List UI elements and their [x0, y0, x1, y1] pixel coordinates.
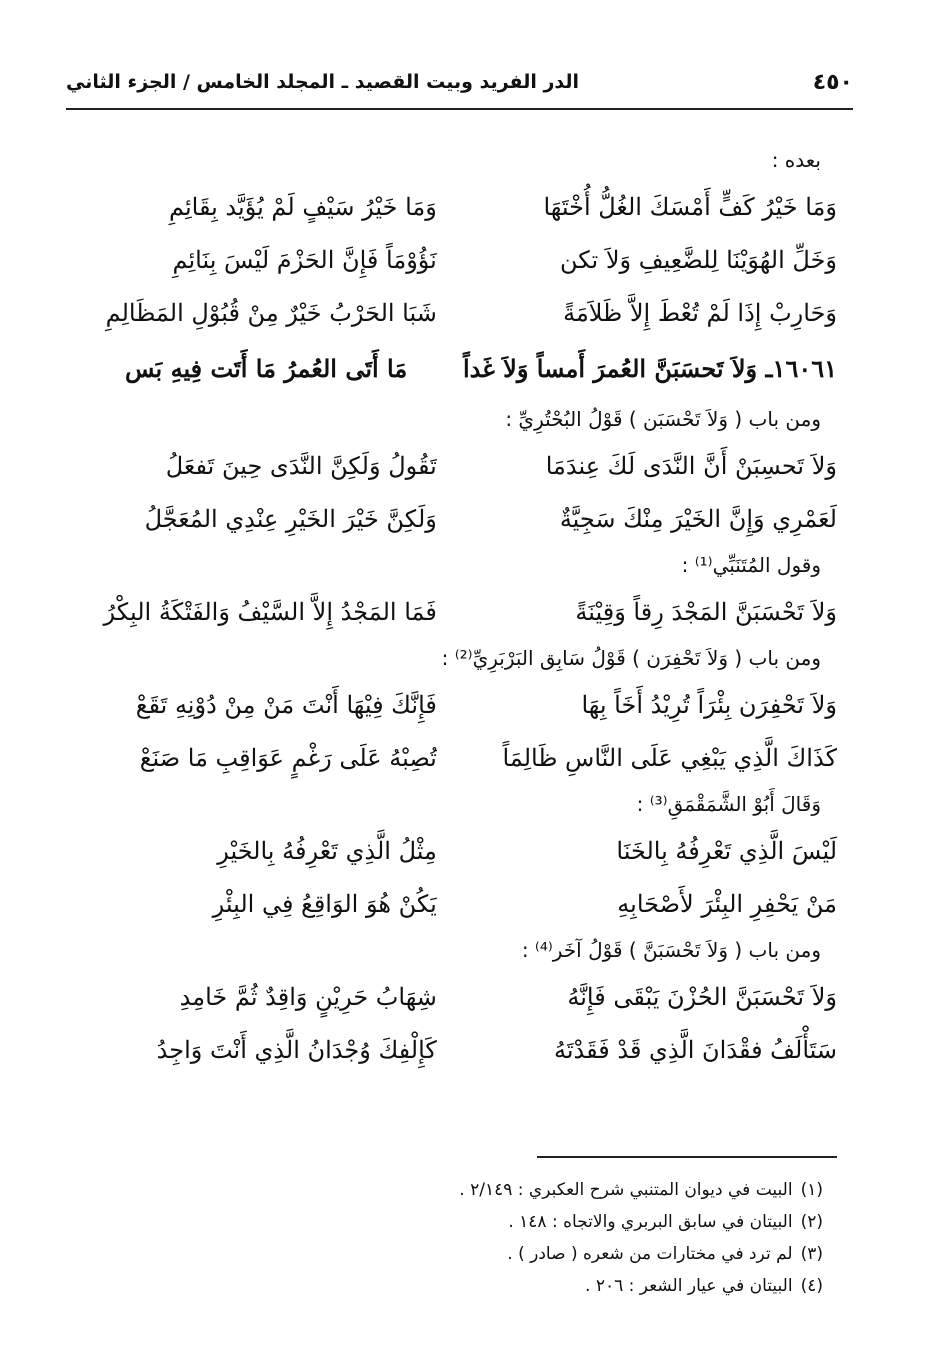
first-hemistich: كَذَاكَ الَّذِي يَبْغِي عَلَى النَّاسِ ظَالِمَاً [502, 743, 837, 772]
footnote [300, 1174, 823, 1206]
second-hemistich: شَبَا الحَرْبُ خَيْرٌ مِنْ قُبُوْلِ المَظَالِمِ [105, 298, 437, 327]
first-hemistich: وَحَارِبْ إِذَا لَمْ تُعْطَ إِلاَّ ظَلاَمَةً [563, 298, 837, 327]
second-hemistich: وَمَا خَيْرُ سَيْفٍ لَمْ يُؤَيَّد بِقَائِمِ [169, 192, 437, 221]
footnote-mark: (٣) [800, 1244, 823, 1264]
footnote-text: لم ترد في مختارات من شعره ( صادر ) . [507, 1244, 793, 1264]
header-rule [66, 108, 853, 110]
poetry-body [96, 140, 837, 1076]
first-hemistich [437, 354, 837, 384]
first-hemistich: وَلاَ تَحسِبَنْ أَنَّ النَّدَى لَكَ عِندَمَا [545, 451, 837, 480]
first-hemistich: وَلاَ تَحْسَبَنَّ المَجْدَ رِقاً وَقِيْنَةً [575, 597, 837, 626]
verse-line [96, 180, 837, 233]
second-hemistich: مَا أَتَى العُمرُ مَا أَتَت فِيهِ بَس [124, 354, 408, 383]
verse-number: ١٦٠٦١ـ [765, 354, 837, 383]
verse-line [96, 286, 837, 339]
footnote-rule [537, 1156, 837, 1158]
footnote-mark: (٢) [800, 1212, 823, 1232]
footnote-text: البيتان في عيار الشعر : ٢٠٦ . [585, 1276, 793, 1296]
first-hemistich: لَعَمْرِي وَإِنَّ الخَيْرَ مِنْكَ سَجِيَّةٌ [559, 504, 837, 533]
footnote [300, 1238, 823, 1270]
intro-line: ومن باب ( وَلاَ تَحْسَبَنَّ ) قَوْلُ آخَر⁽⁴⁾ : [521, 937, 821, 962]
first-hemistich: مَنْ يَحْفِرِ البِئْرَ لأَصْحَابِهِ [617, 889, 837, 918]
footnote-text: البيتان في سابق البربري والاتجاه : ١٤٨ . [508, 1212, 793, 1232]
footnote-mark: (٤) [800, 1276, 823, 1296]
running-title: الدر الفريد وبيت القصيد ـ المجلد الخامس / الجزء الثاني [66, 71, 580, 93]
second-hemistich: شِهَابُ حَرِيْنٍ وَاقِدٌ ثُمَّ خَامِدِ [179, 982, 437, 1011]
verse-line [96, 678, 837, 731]
second-hemistich: وَلَكِنَّ خَيْرَ الخَيْرِ عِنْدِي المُعَجَّلُ [144, 504, 437, 533]
second-hemistich: مِثْلُ الَّذِي تَعْرِفُهُ بِالخَيْرِ [217, 836, 437, 865]
footnote-text: البيت في ديوان المتنبي شرح العكبري : ٢/١٤٩ . [459, 1180, 793, 1200]
second-hemistich: نَؤُوْمَاً فَإِنَّ الحَزْمَ لَيْسَ بِنَائِمِ [172, 245, 437, 274]
footnotes [300, 1174, 823, 1302]
second-hemistich: تُصِبْهُ عَلَى رَغْمٍ عَوَاقِبِ مَا صَنَعْ [139, 743, 437, 772]
second-hemistich: كَإِلْفِكَ وُجْدَانُ الَّذِي أَنْتَ وَاجِدُ [156, 1035, 437, 1064]
intro-line: بعده : [771, 147, 821, 172]
verse-line [96, 585, 837, 638]
verse-line [96, 970, 837, 1023]
first-hemistich-text: وَلاَ تَحسَبَنَّ العُمرَ أَمساً وَلاَ غَداً [462, 354, 758, 383]
second-hemistich: تَقُولُ وَلَكِنَّ النَّدَى حِينَ تَفعَلُ [165, 451, 437, 480]
running-header [66, 62, 853, 102]
verse-line [96, 492, 837, 545]
verse-line [96, 233, 837, 286]
intro-line: وقول المُتَنَبِّي⁽¹⁾ : [681, 552, 821, 577]
second-hemistich: فَمَا المَجْدُ إِلاَّ السَّيْفُ وَالفَتْكَةُ البِكْرُ [103, 597, 437, 626]
verse-line [96, 731, 837, 784]
page-number: ٤٥٠ [812, 69, 853, 95]
footnote [300, 1270, 823, 1302]
first-hemistich: لَيْسَ الَّذِي تَعْرِفُهُ بِالخَنَا [616, 836, 837, 865]
intro-line: ومن باب ( وَلاَ تَحْفِرَن ) قَوْلُ سَابِق البَرْبَرِيِّ⁽²⁾ : [441, 645, 821, 670]
intro-line: وَقَالَ أَبُوْ الشَّمَقْمَقِ⁽³⁾ : [636, 791, 821, 816]
footnote [300, 1206, 823, 1238]
first-hemistich: وَخَلِّ الهُوَيْنَا لِلضَّعِيفِ وَلاَ تكن [559, 245, 837, 274]
first-hemistich: وَمَا خَيْرُ كَفٍّ أَمْسَكَ الغُلُّ أُخْتَهَا [543, 192, 837, 221]
first-hemistich: وَلاَ تَحْفِرَن بِئْرَاً تُرِيْدُ أَخَاً بِهَا [581, 690, 837, 719]
second-hemistich: فَإِنَّكَ فِيْهَا أَنْتَ مَنْ مِنْ دُوْنِهِ تَقَعْ [135, 690, 437, 719]
verse-line [96, 877, 837, 930]
second-hemistich: يَكُنْ هُوَ الوَاقِعُ فِي البِئْرِ [212, 889, 437, 918]
first-hemistich: وَلاَ تَحْسَبَنَّ الحُزْنَ يَبْقَى فَإِنَّهُ [567, 982, 837, 1011]
numbered-verse-line [96, 339, 837, 399]
verse-line [96, 1023, 837, 1076]
intro-line: ومن باب ( وَلاَ تَحْسَبَن ) قَوْلُ البُحْتُرِيِّ : [505, 406, 821, 431]
verse-line [96, 439, 837, 492]
verse-line [96, 824, 837, 877]
first-hemistich: سَتَأْلَفُ فقْدَانَ الَّذِي قَدْ فَقَدْتَهُ [553, 1035, 837, 1064]
footnote-mark: (١) [800, 1180, 823, 1200]
